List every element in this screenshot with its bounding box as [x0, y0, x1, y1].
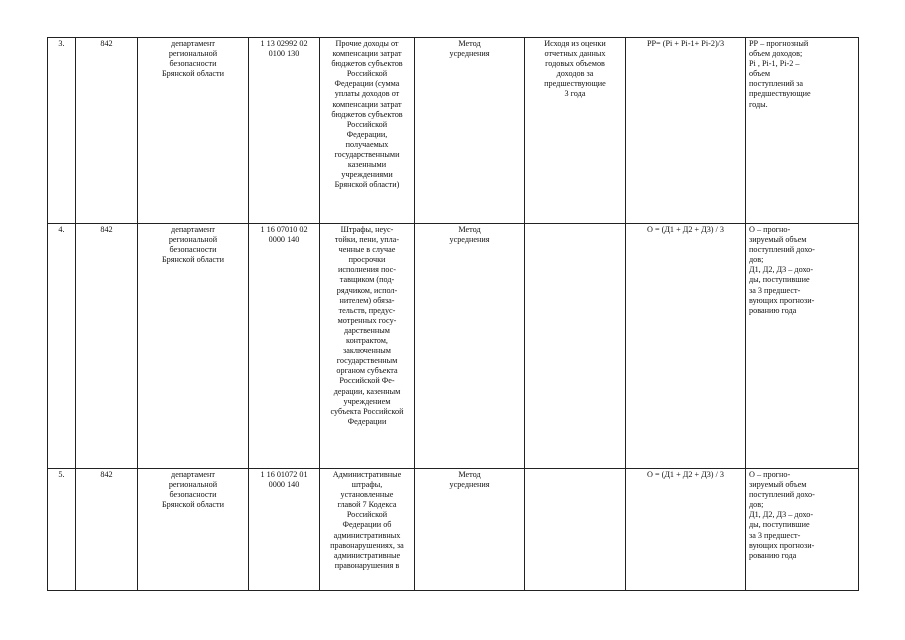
formula-description: О – прогно- зируемый объем поступлений дохо- дов; Д1, Д2, Д3 – дохо- ды, поступившие за 3 предшест- вующих прогнози- рованию года: [746, 224, 859, 469]
admin-code: 842: [76, 224, 138, 469]
revenue-name: Штрафы, неус- тойки, пени, упла- ченные в случае просрочки исполнения пос- тавщиком (под- рядчиком, испол- нителем) обяза- тельств, предус- мотренных госу- дарственным контрактом, заключенным государственным органом субъекта Российской Фе- дерации, казенным учреждением субъекта Российской Федерации: [320, 224, 415, 469]
formula: О = (Д1 + Д2 + Д3) / 3: [626, 469, 746, 591]
row-number: 4.: [48, 224, 76, 469]
budget-classification-code: 1 13 02992 02 0100 130: [249, 38, 320, 224]
administrator-name: департамент региональной безопасности Брянской области: [138, 224, 249, 469]
administrator-name: департамент региональной безопасности Брянской области: [138, 469, 249, 591]
table-row: [48, 38, 859, 224]
administrator-name: департамент региональной безопасности Брянской области: [138, 38, 249, 224]
revenue-name: Административные штрафы, установленные главой 7 Кодекса Российской Федерации об административных правонарушениях, за административные правонарушения в: [320, 469, 415, 591]
row-number: 5.: [48, 469, 76, 591]
admin-code: 842: [76, 469, 138, 591]
calculation-method: Метод усреднения: [415, 224, 525, 469]
budget-classification-code: 1 16 01072 01 0000 140: [249, 469, 320, 591]
revenue-forecast-table: [47, 37, 859, 591]
data-source: [525, 224, 626, 469]
data-source: Исходя из оценки отчетных данных годовых объемов доходов за предшествующие 3 года: [525, 38, 626, 224]
table-row: [48, 224, 859, 469]
table-row: [48, 469, 859, 591]
revenue-name: Прочие доходы от компенсации затрат бюджетов субъектов Российской Федерации (сумма уплаты доходов от компенсации затрат бюджетов субъектов Российской Федерации, получаемых государственными казенными учреждениями Брянской области): [320, 38, 415, 224]
formula: О = (Д1 + Д2 + Д3) / 3: [626, 224, 746, 469]
calculation-method: Метод усреднения: [415, 469, 525, 591]
data-source: [525, 469, 626, 591]
formula-description: О – прогно- зируемый объем поступлений дохо- дов; Д1, Д2, Д3 – дохо- ды, поступившие за 3 предшест- вующих прогнози- рованию года: [746, 469, 859, 591]
formula-description: РР – прогнозный объем доходов; Рi , Рi-1, Рi-2 – объем поступлений за предшествующие годы.: [746, 38, 859, 224]
calculation-method: Метод усреднения: [415, 38, 525, 224]
row-number: 3.: [48, 38, 76, 224]
admin-code: 842: [76, 38, 138, 224]
budget-classification-code: 1 16 07010 02 0000 140: [249, 224, 320, 469]
formula: РР= (Рi + Рi-1+ Рi-2)/3: [626, 38, 746, 224]
